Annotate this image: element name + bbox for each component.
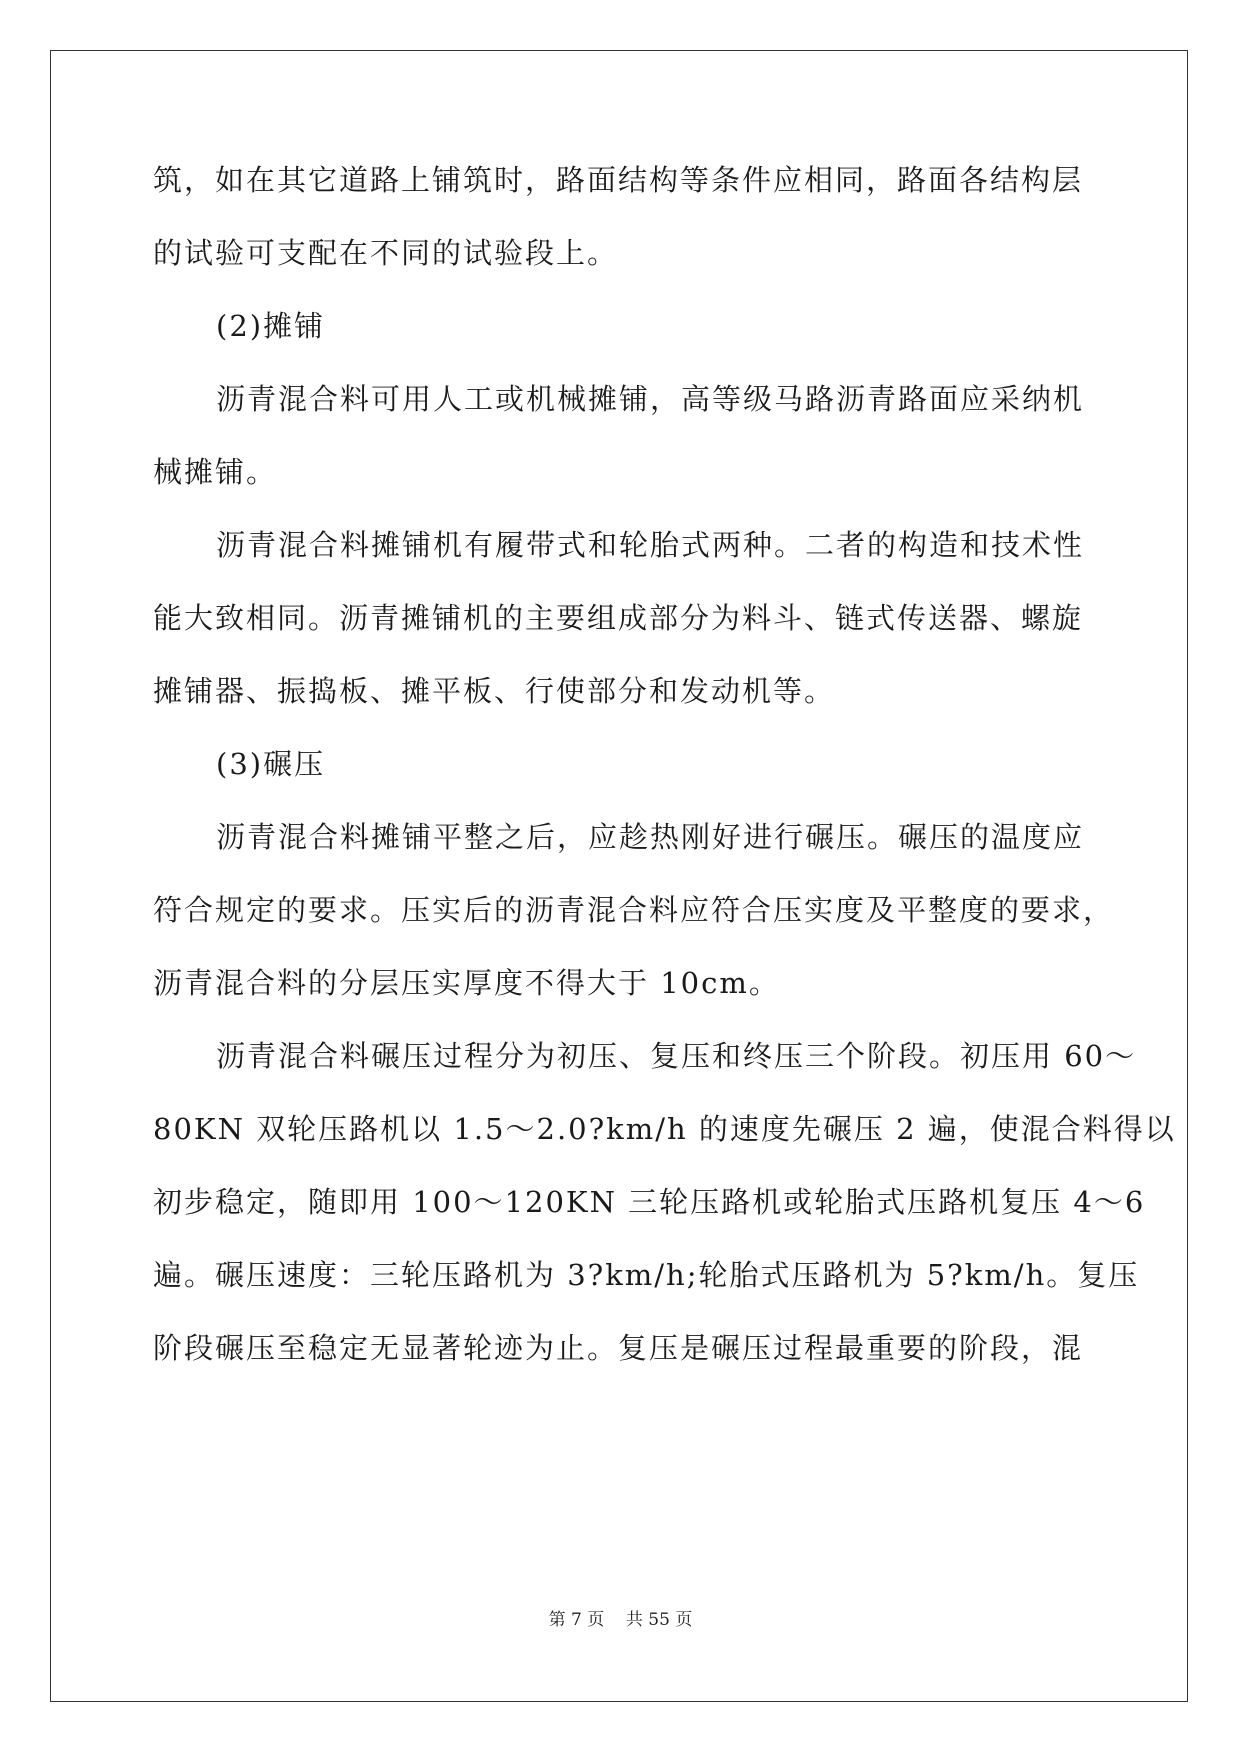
text-line-10: 沥青混合料摊铺平整之后，应趁热刚好进行碾压。碾压的温度应 <box>216 820 1085 854</box>
page-border <box>50 50 1188 1702</box>
text-line-6: 沥青混合料摊铺机有履带式和轮胎式两种。二者的构造和技术性 <box>216 528 1085 562</box>
section-heading-spreading: (2)摊铺 <box>216 309 326 343</box>
text-line-13: 沥青混合料碾压过程分为初压、复压和终压三个阶段。初压用 60～ <box>216 1039 1137 1073</box>
page-total: 共 55 页 <box>625 1610 693 1630</box>
section-heading-rolling: (3)碾压 <box>216 747 326 781</box>
page-footer <box>0 1608 1241 1632</box>
text-line-11: 符合规定的要求。压实后的沥青混合料应符合压实度及平整度的要求， <box>153 893 1115 927</box>
text-line-8: 摊铺器、振捣板、摊平板、行使部分和发动机等。 <box>153 674 836 708</box>
page-number: 第 7 页 <box>548 1610 605 1630</box>
text-line-4: 沥青混合料可用人工或机械摊铺，高等级马路沥青路面应采纳机 <box>216 382 1085 416</box>
text-line-5: 械摊铺。 <box>153 455 278 489</box>
text-line-12: 沥青混合料的分层压实厚度不得大于 10cm。 <box>153 966 780 1000</box>
text-line-17: 阶段碾压至稳定无显著轮迹为止。复压是碾压过程最重要的阶段，混 <box>153 1331 1084 1365</box>
text-line-14: 80KN 双轮压路机以 1.5～2.0?km/h 的速度先碾压 2 遍，使混合料得以 <box>153 1112 1176 1146</box>
text-line-1: 筑，如在其它道路上铺筑时，路面结构等条件应相同，路面各结构层 <box>153 163 1084 197</box>
text-line-2: 的试验可支配在不同的试验段上。 <box>153 236 619 270</box>
text-line-15: 初步稳定，随即用 100～120KN 三轮压路机或轮胎式压路机复压 4～6 <box>153 1185 1146 1219</box>
text-line-16: 遍。碾压速度：三轮压路机为 3?km/h;轮胎式压路机为 5?km/h。复压 <box>153 1258 1140 1292</box>
text-line-7: 能大致相同。沥青摊铺机的主要组成部分为料斗、链式传送器、螺旋 <box>153 601 1084 635</box>
